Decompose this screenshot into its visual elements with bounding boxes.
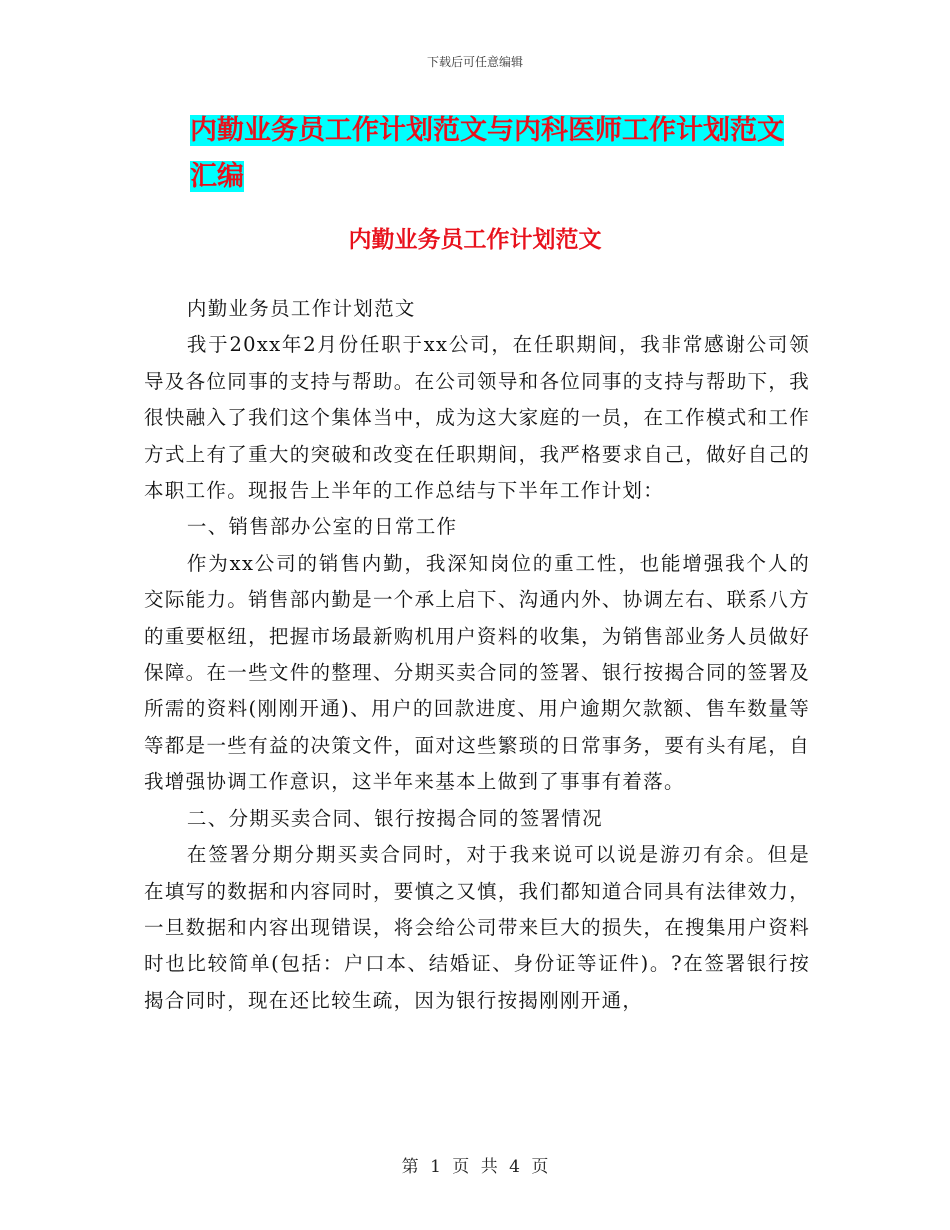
paragraph-subheading-1: 一、销售部办公室的日常工作 bbox=[186, 515, 458, 539]
header-note: 下载后可任意编辑 bbox=[426, 55, 523, 69]
document-title-text: 内勤业务员工作计划范文与内科医师工作计划范文汇编 bbox=[190, 115, 784, 192]
page-footer: 第 1 页 共 4 页 bbox=[401, 1157, 549, 1177]
paragraph-daily-work: 作为xx公司的销售内勤，我深知岗位的重工性，也能增强我个人的交际能力。销售部内勤是一个承上启下、沟通内外、协调左右、联系八方的重要枢纽，把握市场最新购机用户资料的收集，为销售部业务人员做好保障。在一些文件的整理、分期买卖合同的签署、银行按揭合同的签署及所需的资料(刚刚开通)、用户的回款进度、用户逾期欠款额、售车数量等等都是一些有益的决策文件，面对这些繁琐的日常事务，要有头有尾，自我增强协调工作意识，这半年来基本上做到了事事有着落。 bbox=[144, 551, 810, 794]
paragraph-subheading-2: 二、分期买卖合同、银行按揭合同的签署情况 bbox=[186, 806, 603, 830]
section-title: 内勤业务员工作计划范文 bbox=[348, 227, 602, 253]
paragraph-intro: 我于20xx年2月份任职于xx公司，在任职期间，我非常感谢公司领导及各位同事的支持与帮助。在公司领导和各位同事的支持与帮助下，我很快融入了我们这个集体当中，成为这大家庭的一员，在工作模式和工作方式上有了重大的突破和改变在任职期间，我严格要求自己，做好自己的本职工作。现报告上半年的工作总结与下半年工作计划： bbox=[144, 333, 810, 503]
paragraph-contracts: 在签署分期分期买卖合同时，对于我来说可以说是游刃有余。但是在填写的数据和内容同时，要慎之又慎，我们都知道合同具有法律效力，一旦数据和内容出现错误，将会给公司带来巨大的损失，在搜集用户资料时也比较简单(包括：户口本、结婚证、身份证等证件)。?在签署银行按揭合同时，现在还比较生疏，因为银行按揭刚刚开通， bbox=[144, 843, 810, 1012]
document-body bbox=[144, 291, 810, 1019]
document-title bbox=[190, 108, 810, 200]
paragraph-heading: 内勤业务员工作计划范文 bbox=[186, 297, 416, 320]
